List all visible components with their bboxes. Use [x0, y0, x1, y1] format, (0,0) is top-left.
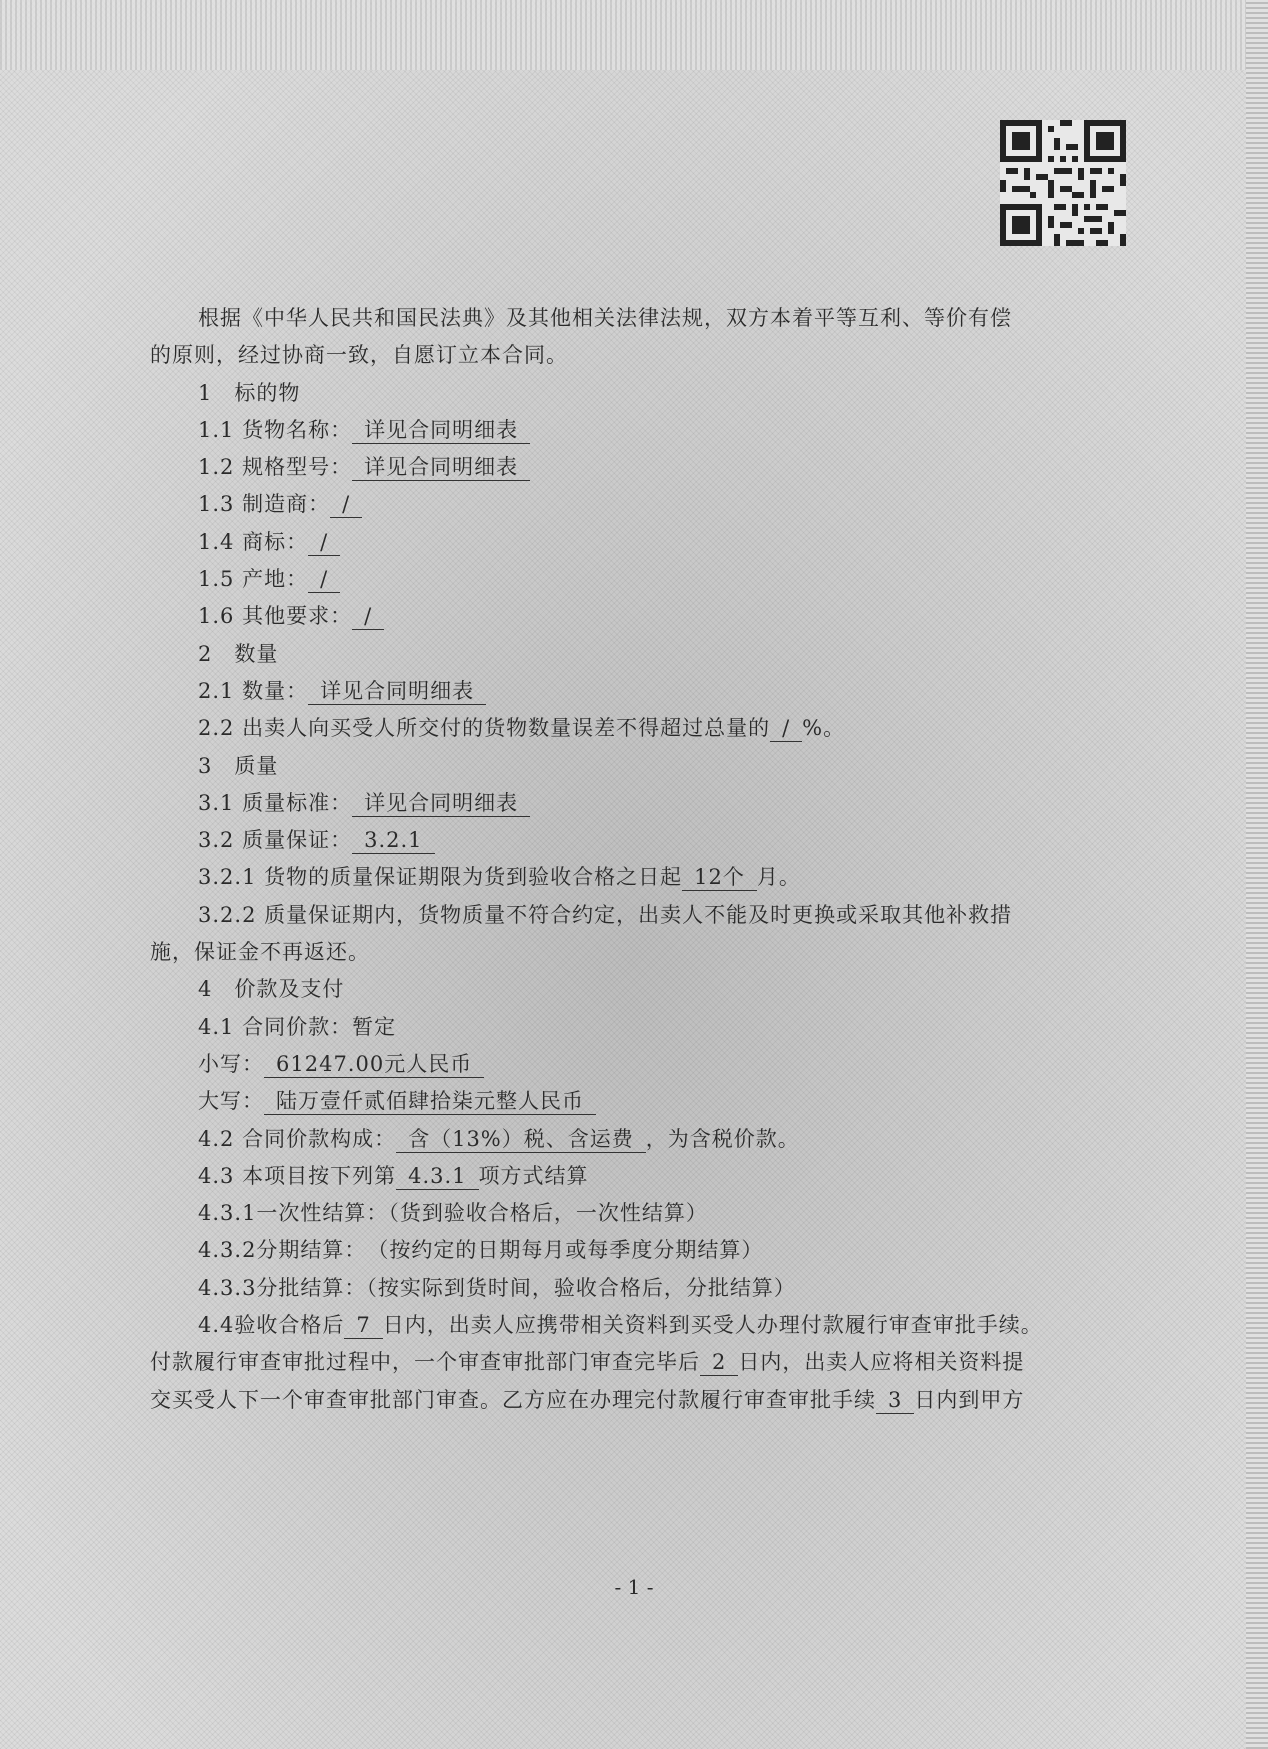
clause-text: 4.3.1一次性结算：（货到验收合格后，一次性结算） [198, 1201, 708, 1226]
filled-blank: / [770, 715, 802, 742]
clause-s4-1-big [150, 1083, 1120, 1120]
clause-s3-2 [150, 822, 1120, 859]
clause-s4-2 [150, 1121, 1120, 1158]
clause-s4-4c [150, 1382, 1120, 1419]
clause-text: 3.2.2 质量保证期内，货物质量不符合约定，出卖人不能及时更换或采取其他补救措 [198, 902, 1013, 927]
clause-s4-1-small [150, 1046, 1120, 1083]
clause-text: 4.3 本项目按下列第 [198, 1163, 397, 1188]
clause-text: 2 数量 [198, 641, 279, 666]
clause-s4-3-2 [150, 1232, 1120, 1269]
clause-text: 3.2 质量保证： [198, 828, 353, 853]
clause-text: 4.3.3分批结算：（按实际到货时间，验收合格后，分批结算） [198, 1275, 796, 1300]
scan-top-edge [0, 0, 1268, 70]
clause-s3-2-2b [150, 934, 1120, 971]
clause-text: 3.2.1 货物的质量保证期限为货到验收合格之日起 [198, 865, 683, 890]
clause-text-suffix: 日内，出卖人应将相关资料提 [738, 1350, 1025, 1375]
clause-s4-3 [150, 1158, 1120, 1195]
clause-text: 交买受人下一个审查审批部门审查。乙方应在办理完付款履行审查审批手续 [150, 1387, 876, 1412]
filled-blank: 2 [700, 1349, 738, 1376]
clause-s2-1 [150, 673, 1120, 710]
qr-code-icon [1000, 120, 1126, 246]
clause-s3 [150, 748, 1120, 785]
clause-s2-2 [150, 710, 1120, 747]
clause-s1-5 [150, 561, 1120, 598]
clause-text: 3 质量 [198, 753, 279, 778]
clause-s1-1 [150, 412, 1120, 449]
clause-text: 3.1 质量标准： [198, 790, 353, 815]
page-number: - 1 - [614, 1575, 654, 1599]
clause-text: 付款履行审查审批过程中，一个审查审批部门审查完毕后 [150, 1350, 700, 1375]
clause-s2 [150, 636, 1120, 673]
filled-blank: 7 [344, 1312, 382, 1339]
filled-blank: / [330, 491, 362, 518]
clause-intro-2 [150, 337, 1120, 374]
clause-s1-4 [150, 524, 1120, 561]
filled-blank: 详见合同明细表 [308, 678, 486, 705]
clause-text: 1.1 货物名称： [198, 417, 353, 442]
clause-s4-4b [150, 1344, 1120, 1381]
clause-text: 1.5 产地： [198, 567, 309, 592]
clause-text: 的原则，经过协商一致，自愿订立本合同。 [150, 343, 568, 368]
clause-text-suffix: 月。 [756, 865, 801, 890]
clause-s3-2-2a [150, 897, 1120, 934]
clause-text: 1.2 规格型号： [198, 455, 353, 480]
clause-text-suffix: 日内到甲方 [914, 1387, 1025, 1412]
clause-text: 4.1 合同价款：暂定 [198, 1014, 397, 1039]
clause-text: 4.2 合同价款构成： [198, 1126, 397, 1151]
filled-blank: 详见合同明细表 [352, 417, 530, 444]
filled-blank: 3.2.1 [352, 827, 434, 854]
scan-right-edge [1246, 0, 1268, 1749]
filled-blank: 61247.00元人民币 [264, 1051, 484, 1078]
filled-blank: / [308, 566, 340, 593]
filled-blank: / [352, 603, 384, 630]
clause-s4-3-1 [150, 1195, 1120, 1232]
clause-text: 1.3 制造商： [198, 492, 331, 517]
clause-text-suffix: ，为含税价款。 [645, 1126, 800, 1151]
clause-text-suffix: 项方式结算 [478, 1163, 589, 1188]
filled-blank: 含（13%）税、含运费 [396, 1126, 646, 1153]
clause-text: 1 标的物 [198, 380, 301, 405]
clause-text: 4.4验收合格后 [198, 1313, 345, 1338]
filled-blank: 3 [876, 1387, 914, 1414]
filled-blank: 12个 [682, 864, 757, 891]
clause-text: 1.4 商标： [198, 529, 309, 554]
clause-s3-1 [150, 785, 1120, 822]
clause-text: 4 价款及支付 [198, 977, 345, 1002]
clause-text: 2.1 数量： [198, 678, 309, 703]
clause-s1-2 [150, 449, 1120, 486]
clause-text: 施，保证金不再返还。 [150, 940, 370, 965]
clause-s4-3-3 [150, 1270, 1120, 1307]
clause-s1-3 [150, 486, 1120, 523]
filled-blank: / [308, 529, 340, 556]
clause-text-suffix: %。 [802, 716, 846, 741]
clause-s4-1 [150, 1009, 1120, 1046]
filled-blank: 陆万壹仟贰佰肆拾柒元整人民币 [264, 1088, 596, 1115]
clause-text-suffix: 日内，出卖人应携带相关资料到买受人办理付款履行审查审批手续。 [382, 1313, 1043, 1338]
clause-s3-2-1 [150, 859, 1120, 896]
clause-s1-6 [150, 598, 1120, 635]
filled-blank: 详见合同明细表 [352, 790, 530, 817]
clause-text: 小写： [198, 1051, 264, 1076]
filled-blank: 详见合同明细表 [352, 454, 530, 481]
filled-blank: 4.3.1 [396, 1163, 478, 1190]
clause-intro-1 [150, 300, 1120, 337]
clause-s4-4a [150, 1307, 1120, 1344]
clause-s4 [150, 971, 1120, 1008]
contract-body [150, 300, 1120, 1419]
clause-s1 [150, 375, 1120, 412]
clause-text: 根据《中华人民共和国民法典》及其他相关法律法规，双方本着平等互利、等价有偿 [198, 306, 1012, 330]
clause-text: 4.3.2分期结算： （按约定的日期每月或每季度分期结算） [198, 1238, 764, 1263]
clause-text: 大写： [198, 1089, 264, 1114]
clause-text: 2.2 出卖人向买受人所交付的货物数量误差不得超过总量的 [198, 716, 771, 741]
clause-text: 1.6 其他要求： [198, 604, 353, 629]
